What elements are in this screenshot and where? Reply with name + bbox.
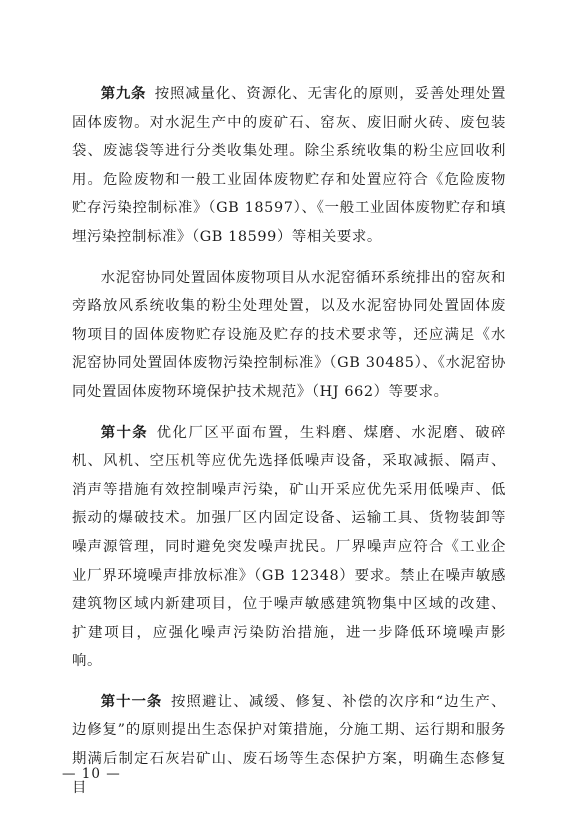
paragraph-coprocessing [72,264,506,407]
paragraph-article-9 [72,80,506,252]
paragraph-text: 按照减量化、资源化、无害化的原则，妥善处理处置固体废物。对水泥生产中的废矿石、窑灰、废旧耐火砖、废包装袋、废滤袋等进行分类收集处理。除尘系统收集的粉尘应回收利用。危险废物和一般工业固体废物贮存和处置应符合《危险废物贮存污染控制标准》（GB 18597）、《一般工业固体废物贮存和填埋污染控制标准》（GB 18599）等相关要求。 [72,86,506,245]
article-heading: 第十条 [100,424,148,441]
document-body [72,80,506,814]
article-heading: 第十一条 [100,693,163,710]
paragraph-article-11 [72,688,506,802]
paragraph-text: 水泥窑协同处置固体废物项目从水泥窑循环系统排出的窑灰和旁路放风系统收集的粉尘处理处置，以及水泥窑协同处置固体废物项目的固体废物贮存设施及贮存的技术要求等，还应满足《水泥窑协同处置固体废物污染控制标准》（GB 30485）、《水泥窑协同处置固体废物环境保护技术规范》（HJ 662）等要求。 [72,269,506,400]
paragraph-text: 优化厂区平面布置，生料磨、煤磨、水泥磨、破碎机、风机、空压机等应优先选择低噪声设备，采取减振、隔声、消声等措施有效控制噪声污染，矿山开采应优先采用低噪声、低振动的爆破技术。加强厂区内固定设备、运输工具、货物装卸等噪声源管理，同时避免突发噪声扰民。厂界噪声应符合《工业企业厂界环境噪声排放标准》（GB 12348）要求。禁止在噪声敏感建筑物区域内新建项目，位于噪声敏感建筑物集中区域的改建、扩建项目，应强化噪声污染防治措施，进一步降低环境噪声影响。 [72,424,507,670]
page-number: — 10 — [62,766,121,782]
article-heading: 第九条 [100,86,147,102]
paragraph-article-10 [72,419,506,676]
paragraph-text: 按照避让、减缓、修复、补偿的次序和“边生产、边修复”的原则提出生态保护对策措施，分施工期、运行期和服务期满后制定石灰岩矿山、废石场等生态保护方案，明确生态修复目 [72,693,506,796]
